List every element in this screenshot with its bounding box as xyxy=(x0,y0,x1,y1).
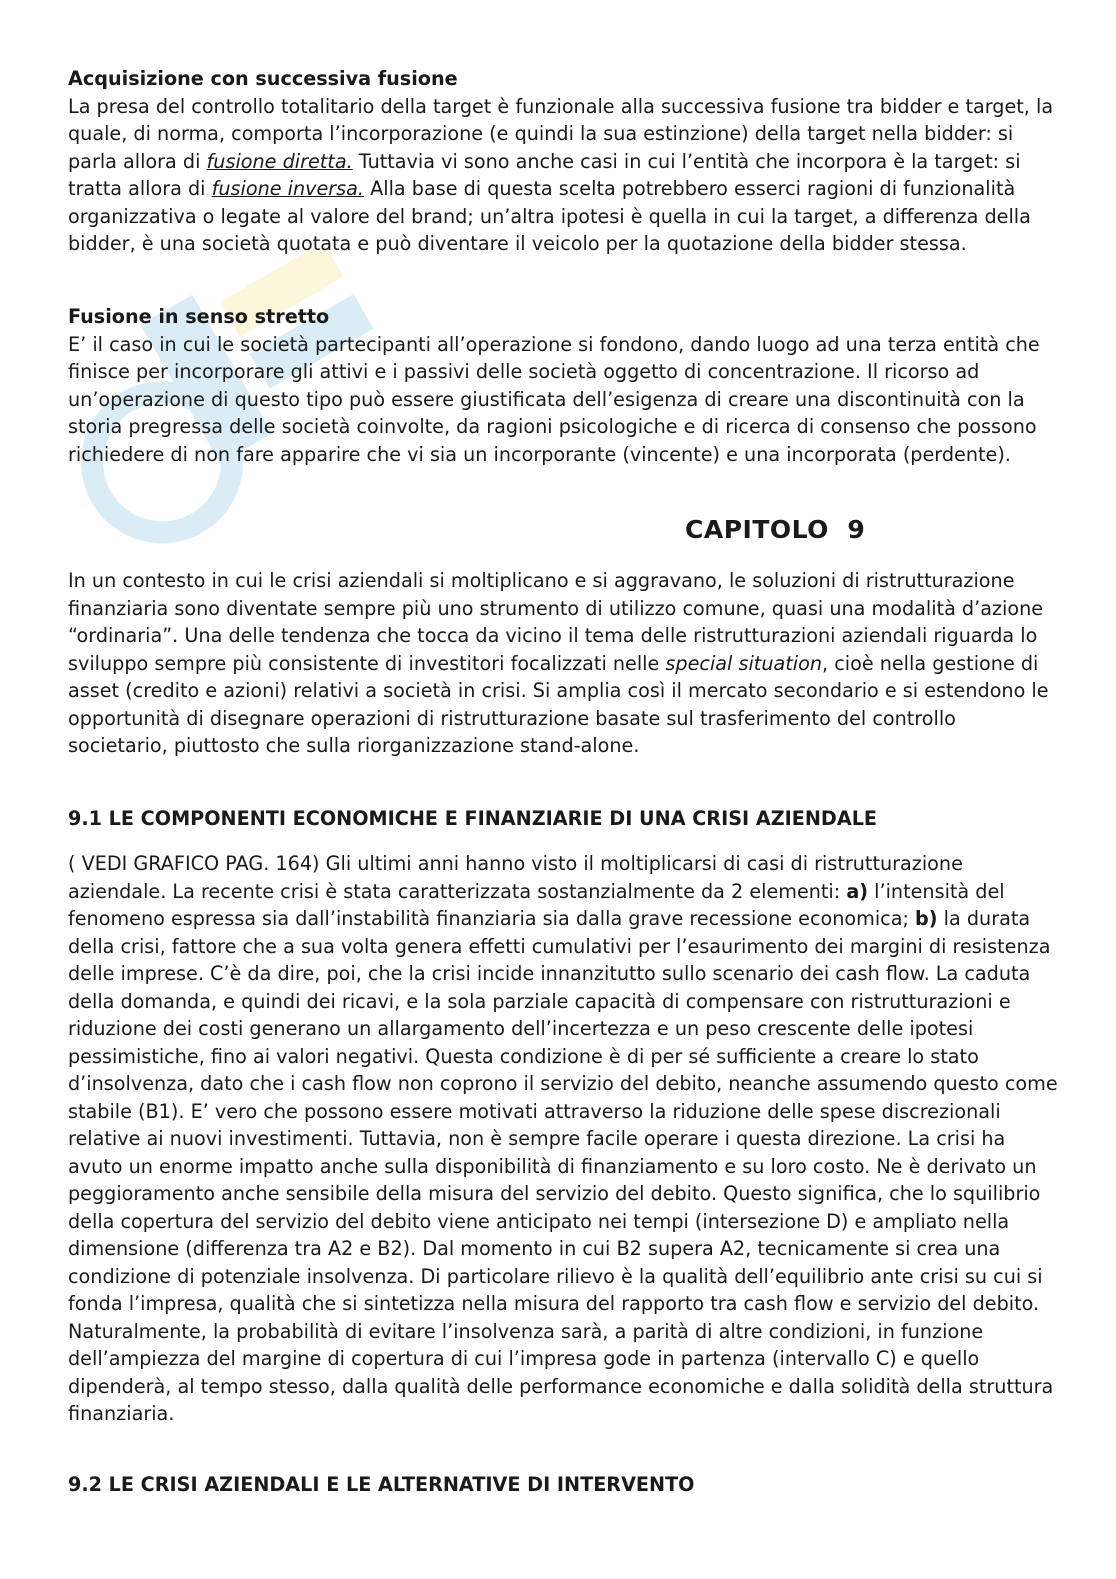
section-9-1 xyxy=(68,850,1058,1428)
marker-a: a) xyxy=(846,879,869,903)
text-span: In un contesto in cui le crisi aziendali si moltiplicano e si aggravano, le soluzioni di ristrutturazione finanziaria sono diventate sempre più uno strumento di utilizzo comune, quasi una modalità d’azione “ordinaria”. Una delle tendenza che tocca da vicino il tema delle ristrutturazioni aziendali riguarda lo sviluppo sempre più consistente di investitori focalizzati nelle xyxy=(68,569,1044,675)
paragraph-acquisizione xyxy=(68,93,1058,258)
term-special-situation: special situation xyxy=(665,651,822,675)
section-intro xyxy=(68,567,1058,760)
section-fusione-stretto xyxy=(68,303,1058,468)
text-span: la durata della crisi, fattore che a sua volta genera effetti cumulativi per l’esaurimento dei margini di resistenza delle imprese. C’è da dire, poi, che la crisi incide innanzitutto sullo scenario dei cash flow. La caduta della domanda, e quindi dei ricavi, e la sola parziale capacità di compensare con ristrutturazioni e riduzione dei costi generano un allargamento dell’incertezza e un peso crescente delle ipotesi pessimistiche, fino ai valori negativi. Questa condizione è di per sé sufficiente a creare lo stato d’insolvenza, dato che i cash flow non coprono il servizio del debito, neanche assumendo questo come stabile (B1). E’ vero che possono essere motivati attraverso la riduzione delle spese discrezionali relative ai nuovi investimenti. Tuttavia, non è sempre facile operare i questa direzione. La crisi ha avuto un enorme impatto anche sulla disponibilità di finanziamento e su loro costo. Ne è derivato un peggioramento anche sensibile della misura del servizio del debito. Questo significa, che lo squilibrio della copertura del servizio del debito viene anticipato nei tempi (intersezione D) e ampliato nella dimensione (differenza tra A2 e B2). Dal momento in cui B2 supera A2, tecnicamente si crea una condizione di potenziale insolvenza. Di particolare rilievo è la qualità dell’equilibrio ante crisi su cui si fonda l’impresa, qualità che si sintetizza nella misura del rapporto tra cash flow e servizio del debito. Naturalmente, la probabilità di evitare l’insolvenza sarà, a parità di altre condizioni, in funzione dell’ampiezza del margine di copertura di cui l’impresa gode in partenza (intervallo C) e quello dipenderà, al tempo stesso, dalla qualità delle performance economiche e dalla solidità della struttura finanziaria. xyxy=(68,907,1058,1425)
paragraph-fusione-stretto: E’ il caso in cui le società partecipanti all’operazione si fondono, dando luogo ad una terza entità che finisce per incorporare gli attivi e i passivi delle società oggetto di concentrazione. Il ricorso ad un’operazione di questo tipo può essere giustificata dell’esigenza di creare una discontinuità con la storia pregressa delle società coinvolte, da ragioni psicologiche e di ricerca di consenso che possono richiedere di non fare apparire che vi sia un incorporante (vincente) e una incorporata (perdente). xyxy=(68,332,1040,466)
marker-b: b) xyxy=(915,907,938,930)
text-span: La presa del controllo totalitario della target è funzionale alla successiva fusione tra bidder e target, la quale, di norma, comporta l’incorporazione (e quindi la sua estinzione) della target nella bidder: si parla allora di xyxy=(68,94,1054,173)
heading-fusione-stretto: Fusione in senso stretto xyxy=(68,305,330,328)
text-span: l’intensità del fenomeno espressa sia dall’instabilità finanziaria sia dalla grave recessione economica; xyxy=(68,879,1005,930)
paragraph-9-1 xyxy=(68,850,1058,1428)
term-fusione-diretta: fusione diretta. xyxy=(206,149,353,173)
paragraph-intro xyxy=(68,567,1058,760)
text-span: Alla base di questa scelta potrebbero esserci ragioni di funzionalità organizzativa o legate al valore del brand; un’altra ipotesi è quella in cui la target, a differenza della bidder, è una società quotata e può diventare il veicolo per la quotazione della bidder stessa. xyxy=(68,177,1031,255)
heading-acquisizione: Acquisizione con successiva fusione xyxy=(68,67,458,90)
term-fusione-inversa: fusione inversa. xyxy=(211,177,365,200)
text-span: Tuttavia vi sono anche casi in cui l’entità che incorpora è la target: si tratta allora di xyxy=(68,149,1021,200)
heading-9-2: 9.2 LE CRISI AZIENDALI E LE ALTERNATIVE DI INTERVENTO xyxy=(68,1473,695,1496)
text-span: , cioè nella gestione di asset (credito e azioni) relativi a società in crisi. Si amplia così il mercato secondario e si estendono le opportunità di disegnare operazioni di ristrutturazione basate sul trasferimento del controllo societario, piuttosto che sulla riorganizzazione stand-alone. xyxy=(68,651,1049,757)
section-acquisizione xyxy=(68,65,1058,258)
chapter-title: CAPITOLO 9 xyxy=(685,515,866,544)
text-span: ( VEDI GRAFICO PAG. 164) Gli ultimi anni hanno visto il moltiplicarsi di casi di ristrutturazione aziendale. La recente crisi è stata caratterizzata sostanzialmente da 2 elementi: xyxy=(68,852,963,903)
heading-9-1: 9.1 LE COMPONENTI ECONOMICHE E FINANZIARIE DI UNA CRISI AZIENDALE xyxy=(68,807,878,830)
